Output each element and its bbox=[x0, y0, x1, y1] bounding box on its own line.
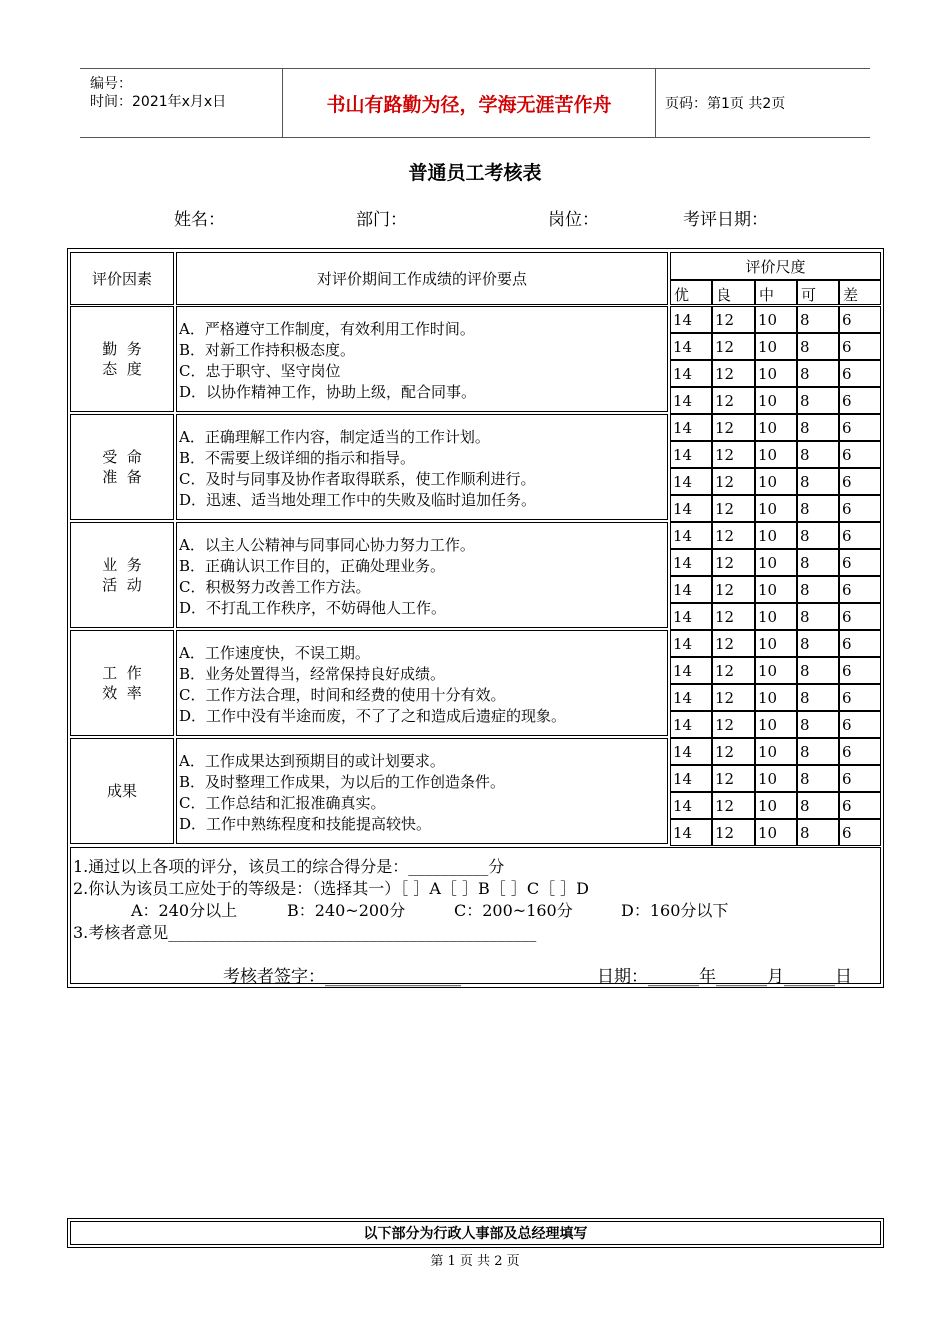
score-cell[interactable]: 12 bbox=[712, 657, 755, 684]
score-cell[interactable]: 8 bbox=[797, 657, 839, 684]
score-cell[interactable]: 10 bbox=[755, 738, 797, 765]
score-cell[interactable]: 12 bbox=[712, 684, 755, 711]
score-cell[interactable]: 6 bbox=[839, 495, 881, 522]
evaluation-point: A．工作速度快，不误工期。 bbox=[179, 644, 370, 662]
score-cell[interactable]: 14 bbox=[670, 360, 712, 387]
score-cell[interactable]: 6 bbox=[839, 765, 881, 792]
score-cell[interactable]: 12 bbox=[712, 495, 755, 522]
dept-label: 部门： bbox=[356, 210, 407, 230]
score-cell[interactable]: 12 bbox=[712, 360, 755, 387]
evaluation-point: D．工作中没有半途而废，不了了之和造成后遗症的现象。 bbox=[179, 707, 567, 725]
score-cell[interactable]: 8 bbox=[797, 819, 839, 846]
score-cell[interactable]: 8 bbox=[797, 495, 839, 522]
score-cell[interactable]: 10 bbox=[755, 765, 797, 792]
score-cell[interactable]: 14 bbox=[670, 468, 712, 495]
evaluation-point: B．及时整理工作成果，为以后的工作创造条件。 bbox=[179, 773, 506, 791]
score-cell[interactable]: 8 bbox=[797, 360, 839, 387]
score-cell[interactable]: 14 bbox=[670, 522, 712, 549]
score-cell[interactable]: 10 bbox=[755, 387, 797, 414]
factor-cell bbox=[70, 414, 174, 520]
factor-cell bbox=[70, 306, 174, 412]
evaluation-point: D．以协作精神工作，协助上级，配合同事。 bbox=[179, 383, 477, 401]
score-cell[interactable]: 8 bbox=[797, 522, 839, 549]
score-cell[interactable]: 8 bbox=[797, 765, 839, 792]
score-cell[interactable]: 14 bbox=[670, 603, 712, 630]
score-cell[interactable]: 14 bbox=[670, 657, 712, 684]
evaluation-point: C．积极努力改善工作方法。 bbox=[179, 578, 371, 596]
reviewer-opinion: 3.考核者意见______________________________________________ bbox=[73, 923, 537, 942]
score-cell[interactable]: 6 bbox=[839, 522, 881, 549]
score-cell[interactable]: 10 bbox=[755, 576, 797, 603]
score-cell[interactable]: 6 bbox=[839, 603, 881, 630]
factor-label: 受 命 bbox=[102, 448, 142, 466]
factor-label: 勤 务 bbox=[102, 340, 142, 358]
evaluation-point: C．及时与同事及协作者取得联系，使工作顺利进行。 bbox=[179, 470, 536, 488]
score-cell[interactable]: 8 bbox=[797, 603, 839, 630]
evaluation-table bbox=[67, 248, 884, 988]
page-info: 页码：第1页 共2页 bbox=[665, 96, 786, 112]
score-cell[interactable]: 8 bbox=[797, 414, 839, 441]
score-cell[interactable]: 12 bbox=[712, 468, 755, 495]
score-cell[interactable]: 10 bbox=[755, 603, 797, 630]
document-header bbox=[80, 68, 870, 138]
score-cell[interactable]: 6 bbox=[839, 306, 881, 333]
score-cell[interactable]: 8 bbox=[797, 711, 839, 738]
factor-label: 成果 bbox=[106, 782, 137, 800]
name-label: 姓名： bbox=[174, 210, 225, 230]
score-cell[interactable]: 14 bbox=[670, 549, 712, 576]
factor-cell bbox=[70, 522, 174, 628]
evaluation-point: B．对新工作持积极态度。 bbox=[179, 341, 356, 359]
score-cell[interactable]: 10 bbox=[755, 819, 797, 846]
score-cell[interactable]: 6 bbox=[839, 441, 881, 468]
factor-label: 态 度 bbox=[102, 360, 142, 378]
score-cell[interactable]: 6 bbox=[839, 333, 881, 360]
score-cell[interactable]: 6 bbox=[839, 657, 881, 684]
score-cell[interactable]: 12 bbox=[712, 792, 755, 819]
score-cell[interactable]: 8 bbox=[797, 468, 839, 495]
score-cell[interactable]: 8 bbox=[797, 792, 839, 819]
grade-d-desc: D：160分以下 bbox=[621, 901, 729, 920]
form-title: 普通员工考核表 bbox=[408, 162, 542, 184]
score-cell[interactable]: 10 bbox=[755, 522, 797, 549]
score-cell[interactable]: 14 bbox=[670, 387, 712, 414]
evaluation-point: A．以主人公精神与同事同心协力努力工作。 bbox=[179, 536, 475, 554]
grade-header: 中 bbox=[755, 280, 797, 305]
score-cell[interactable]: 8 bbox=[797, 549, 839, 576]
score-cell[interactable]: 10 bbox=[755, 441, 797, 468]
grade-c-desc: C：200~160分 bbox=[454, 901, 573, 920]
score-cell[interactable]: 14 bbox=[670, 711, 712, 738]
score-cell[interactable]: 8 bbox=[797, 630, 839, 657]
score-cell[interactable]: 10 bbox=[755, 495, 797, 522]
score-cell[interactable]: 14 bbox=[670, 495, 712, 522]
score-cell[interactable]: 12 bbox=[712, 603, 755, 630]
date-label: 时间：2021年x月x日 bbox=[90, 94, 227, 110]
score-cell[interactable]: 12 bbox=[712, 819, 755, 846]
grade-a-desc: A：240分以上 bbox=[131, 901, 238, 920]
score-cell[interactable]: 12 bbox=[712, 333, 755, 360]
page-number: 第 1 页 共 2 页 bbox=[430, 1254, 520, 1269]
post-label: 岗位： bbox=[548, 210, 599, 230]
score-cell[interactable]: 10 bbox=[755, 792, 797, 819]
evaluation-point: B．不需要上级详细的指示和指导。 bbox=[179, 449, 416, 467]
score-cell[interactable]: 14 bbox=[670, 738, 712, 765]
factor-cell bbox=[70, 738, 174, 844]
col-header-points: 对评价期间工作成绩的评价要点 bbox=[176, 252, 668, 305]
evaluation-point: A．工作成果达到预期目的或计划要求。 bbox=[179, 752, 445, 770]
grade-header: 可 bbox=[797, 280, 839, 305]
score-cell[interactable]: 12 bbox=[712, 306, 755, 333]
score-cell[interactable]: 8 bbox=[797, 576, 839, 603]
motto: 书山有路勤为径，学海无涯苦作舟 bbox=[282, 69, 656, 137]
score-cell[interactable]: 10 bbox=[755, 333, 797, 360]
number-label: 编号： bbox=[90, 76, 132, 92]
summary-grade-line: 2.你认为该员工应处于的等级是：（选择其一）［ ］A［ ］B［ ］C［ ］D bbox=[73, 879, 589, 898]
points-cell bbox=[176, 630, 668, 736]
score-cell[interactable]: 10 bbox=[755, 414, 797, 441]
summary-section bbox=[70, 847, 881, 987]
evaluation-point: C．工作方法合理，时间和经费的使用十分有效。 bbox=[179, 686, 506, 704]
col-header-scale: 评价尺度 bbox=[670, 252, 881, 280]
evaluation-point: B．业务处置得当，经常保持良好成绩。 bbox=[179, 665, 446, 683]
score-cell[interactable]: 12 bbox=[712, 576, 755, 603]
factor-label: 准 备 bbox=[102, 468, 142, 486]
points-cell bbox=[176, 306, 668, 412]
grade-header: 差 bbox=[839, 280, 881, 305]
evaluation-point: B．正确认识工作目的，正确处理业务。 bbox=[179, 557, 446, 575]
score-cell[interactable]: 12 bbox=[712, 441, 755, 468]
score-cell[interactable]: 12 bbox=[712, 738, 755, 765]
score-cell[interactable]: 10 bbox=[755, 468, 797, 495]
score-cell[interactable]: 12 bbox=[712, 549, 755, 576]
score-cell[interactable]: 6 bbox=[839, 738, 881, 765]
grade-header: 良 bbox=[712, 280, 755, 305]
score-cell[interactable]: 6 bbox=[839, 576, 881, 603]
score-cell[interactable]: 8 bbox=[797, 333, 839, 360]
signature-date: 日期：______年______月______日 bbox=[597, 967, 852, 987]
score-cell[interactable]: 12 bbox=[712, 522, 755, 549]
score-cell[interactable]: 14 bbox=[670, 630, 712, 657]
score-cell[interactable]: 10 bbox=[755, 684, 797, 711]
factor-label: 业 务 bbox=[102, 556, 142, 574]
admin-section bbox=[67, 1218, 884, 1248]
score-cell[interactable]: 8 bbox=[797, 684, 839, 711]
grade-header: 优 bbox=[670, 280, 712, 305]
score-cell[interactable]: 14 bbox=[670, 819, 712, 846]
score-cell[interactable]: 6 bbox=[839, 414, 881, 441]
points-cell bbox=[176, 738, 668, 844]
score-cell[interactable]: 6 bbox=[839, 468, 881, 495]
evaluation-point: D．不打乱工作秩序，不妨碍他人工作。 bbox=[179, 599, 447, 617]
admin-section-title: 以下部分为行政人事部及总经理填写 bbox=[70, 1221, 881, 1245]
score-cell[interactable]: 10 bbox=[755, 549, 797, 576]
summary-score-line: 1.通过以上各项的评分，该员工的综合得分是：__________分 bbox=[73, 857, 505, 876]
score-cell[interactable]: 14 bbox=[670, 414, 712, 441]
points-cell bbox=[176, 414, 668, 520]
score-cell[interactable]: 12 bbox=[712, 414, 755, 441]
score-cell[interactable]: 6 bbox=[839, 630, 881, 657]
evaluation-point: C．工作总结和汇报准确真实。 bbox=[179, 794, 386, 812]
evaluation-point: C．忠于职守、坚守岗位 bbox=[179, 362, 341, 380]
score-cell[interactable]: 12 bbox=[712, 765, 755, 792]
score-cell[interactable]: 6 bbox=[839, 360, 881, 387]
score-cell[interactable]: 14 bbox=[670, 306, 712, 333]
score-cell[interactable]: 10 bbox=[755, 306, 797, 333]
points-cell bbox=[176, 522, 668, 628]
score-cell[interactable]: 8 bbox=[797, 441, 839, 468]
score-cell[interactable]: 10 bbox=[755, 657, 797, 684]
score-cell[interactable]: 14 bbox=[670, 765, 712, 792]
header-meta bbox=[80, 69, 280, 137]
evaluation-point: D．工作中熟练程度和技能提高较快。 bbox=[179, 815, 432, 833]
score-cell[interactable]: 12 bbox=[712, 711, 755, 738]
score-cell[interactable]: 8 bbox=[797, 738, 839, 765]
review-date-label: 考评日期： bbox=[683, 210, 768, 230]
grade-b-desc: B：240~200分 bbox=[287, 901, 406, 920]
factor-label: 效 率 bbox=[102, 684, 142, 702]
score-cell[interactable]: 6 bbox=[839, 819, 881, 846]
factor-label: 活 动 bbox=[102, 576, 142, 594]
score-cell[interactable]: 14 bbox=[670, 576, 712, 603]
score-cell[interactable]: 12 bbox=[712, 630, 755, 657]
evaluation-point: A．正确理解工作内容，制定适当的工作计划。 bbox=[179, 428, 490, 446]
factor-cell bbox=[70, 630, 174, 736]
col-header-factor: 评价因素 bbox=[70, 252, 174, 305]
evaluation-point: D．迅速、适当地处理工作中的失败及临时追加任务。 bbox=[179, 491, 537, 509]
score-cell[interactable]: 10 bbox=[755, 711, 797, 738]
score-cell[interactable]: 10 bbox=[755, 360, 797, 387]
score-cell[interactable]: 14 bbox=[670, 333, 712, 360]
score-cell[interactable]: 6 bbox=[839, 387, 881, 414]
score-cell[interactable]: 8 bbox=[797, 306, 839, 333]
evaluation-point: A．严格遵守工作制度，有效利用工作时间。 bbox=[179, 320, 475, 338]
score-cell[interactable]: 14 bbox=[670, 441, 712, 468]
score-cell[interactable]: 14 bbox=[670, 792, 712, 819]
score-cell[interactable]: 14 bbox=[670, 684, 712, 711]
factor-label: 工 作 bbox=[102, 664, 142, 682]
score-cell[interactable]: 8 bbox=[797, 387, 839, 414]
score-cell[interactable]: 10 bbox=[755, 630, 797, 657]
score-cell[interactable]: 6 bbox=[839, 711, 881, 738]
score-cell[interactable]: 6 bbox=[839, 684, 881, 711]
score-cell[interactable]: 6 bbox=[839, 549, 881, 576]
score-cell[interactable]: 6 bbox=[839, 792, 881, 819]
reviewer-signature: 考核者签字：________________ bbox=[223, 967, 461, 987]
score-cell[interactable]: 12 bbox=[712, 387, 755, 414]
